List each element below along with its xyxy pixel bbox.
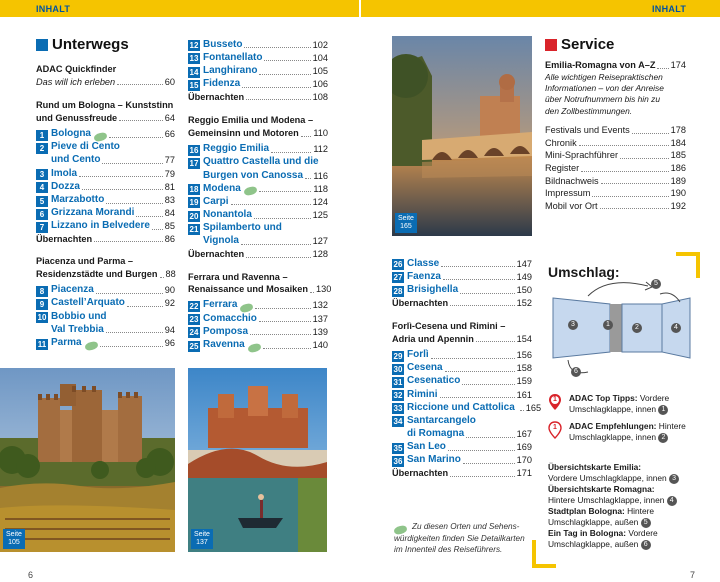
- toc-entry-cont[interactable]: Vignola 127: [203, 235, 328, 247]
- overview-row[interactable]: Übernachten 86: [36, 233, 175, 244]
- cover-callout: 1: [603, 320, 613, 330]
- header-label-right: INHALT: [652, 4, 687, 14]
- cover-heading: Umschlag:: [548, 264, 620, 280]
- toc-entry[interactable]: 24 Pomposa 139: [189, 325, 328, 338]
- toc-entry[interactable]: 1 Bologna 66: [36, 128, 175, 141]
- overview-row[interactable]: Übernachten 128: [188, 249, 328, 260]
- toc-entry[interactable]: 36 San Marino 170: [393, 454, 532, 467]
- toc-entry[interactable]: 23 Comacchio 137: [189, 312, 328, 325]
- cover-callout: 6: [571, 367, 581, 377]
- toc-column-service: [545, 36, 686, 212]
- rimini-bridge-illustration: [392, 36, 532, 236]
- toc-entry[interactable]: 8 Piacenza 90: [36, 284, 175, 297]
- toc-entry[interactable]: 20 Nonantola 125: [189, 209, 328, 221]
- section-heading-service: Service: [545, 36, 686, 54]
- overview-row[interactable]: Übernachten 152: [392, 297, 532, 308]
- region-heading: Piacenza und Parma –: [36, 256, 134, 267]
- header-label-left: INHALT: [36, 4, 71, 14]
- cover-callout: 5: [651, 279, 661, 289]
- toc-column-3: [392, 257, 542, 480]
- corner-mark: [532, 564, 556, 568]
- cover-maps-list: Übersichtskarte Emilia: Vordere Umschlagklappe, innen 3 Übersichtskarte Romagna: Hintere Umschlagklappe, innen 4 Stadtplan Bologna: Hintere Umschlagklappe, außen 5 Ein Tag in Bologna: Vordere Umschlagklappe, außen 6: [548, 462, 713, 550]
- toc-entry[interactable]: 14 Langhirano 105: [189, 64, 328, 77]
- page-badge[interactable]: Seite 137: [191, 529, 213, 549]
- az-description: Alle wichtigen Reisepraktischen Informationen – von der Anreise über Notrufnummern bis hin zu den Zollbestimmungen.: [545, 71, 664, 116]
- toc-entry[interactable]: 17 Quattro Castella und die: [189, 156, 319, 168]
- pin-number: 1: [553, 424, 557, 431]
- toc-row[interactable]: Residenzstädte und Burgen 88: [36, 269, 176, 280]
- toc-entry-cont[interactable]: und Cento 77: [51, 154, 175, 166]
- toc-row[interactable]: Adria und Apennin 154: [392, 333, 532, 344]
- page-number-right: 7: [690, 570, 696, 580]
- toc-row[interactable]: Das will ich erleben 60: [36, 76, 175, 87]
- toc-column-1: [36, 36, 175, 350]
- cover-callout: 2: [632, 323, 642, 333]
- region-heading: Reggio Emilia und Modena –: [188, 115, 314, 126]
- page-number-left: 6: [28, 570, 34, 580]
- cover-item-top-tipps: ADAC Top Tipps: Vordere Umschlagklappe, innen 1: [569, 393, 670, 414]
- cover-callout: 4: [671, 323, 681, 333]
- page-badge[interactable]: Seite 165: [395, 213, 417, 233]
- toc-row[interactable]: Register 186: [545, 163, 686, 173]
- toc-row[interactable]: Festivals und Events 178: [545, 125, 686, 136]
- overview-row[interactable]: Übernachten 171: [392, 468, 532, 479]
- region-heading: Ferrara und Ravenna –: [188, 271, 288, 282]
- region-heading: Forlì-Cesena und Rimini –: [392, 321, 506, 332]
- photo-castle: [0, 368, 175, 552]
- toc-entry[interactable]: 16 Reggio Emilia 112: [189, 143, 328, 155]
- toc-entry[interactable]: 33 Riccione und Cattolica 165: [393, 401, 542, 414]
- toc-entry[interactable]: 6 Grizzana Morandi 84: [36, 207, 175, 220]
- toc-entry[interactable]: 21 Spilamberto und: [189, 222, 282, 234]
- toc-entry[interactable]: 15 Fidenza 106: [189, 78, 328, 90]
- tip-marker-icon: [517, 406, 519, 414]
- toc-entry[interactable]: 12 Busseto 102: [189, 38, 328, 51]
- tip-marker-icon: [247, 342, 261, 353]
- toc-entry[interactable]: 27 Faenza 149: [393, 270, 532, 283]
- cover-callout: 3: [568, 320, 578, 330]
- toc-entry[interactable]: 30 Cesena 158: [393, 362, 532, 374]
- toc-row[interactable]: Renaissance und Mosaiken 130: [188, 284, 332, 295]
- corner-mark: [676, 252, 700, 256]
- pin-number: 1: [553, 396, 557, 403]
- toc-row[interactable]: Emilia-Romagna von A–Z 174: [545, 60, 686, 70]
- toc-entry-cont[interactable]: di Romagna 167: [407, 428, 532, 440]
- toc-row[interactable]: Bildnachweis 189: [545, 175, 686, 186]
- toc-row[interactable]: Mobil vor Ort 192: [545, 200, 686, 211]
- detail-map-note: Zu diesen Orten und Sehens- würdigkeiten finden Sie Detailkarten im Innenteil des Reiseführers.: [394, 522, 525, 554]
- toc-entry[interactable]: 2 Pieve di Cento: [36, 141, 175, 154]
- toc-entry-cont[interactable]: Burgen von Canossa 116: [203, 169, 328, 181]
- toc-entry[interactable]: 31 Cesenatico 159: [393, 375, 532, 387]
- toc-row[interactable]: und Genussfreude 64: [36, 112, 175, 123]
- red-square-icon: [545, 39, 557, 51]
- toc-entry[interactable]: 29 Forlì 156: [393, 348, 532, 361]
- blue-square-icon: [36, 39, 48, 51]
- toc-row[interactable]: Mini-Sprachführer 185: [545, 150, 686, 161]
- toc-entry[interactable]: 32 Rimini 161: [393, 388, 532, 401]
- toc-entry[interactable]: 19 Carpi 124: [189, 195, 328, 208]
- section-heading-unterwegs: Unterwegs: [36, 36, 175, 54]
- toc-entry[interactable]: 3 Imola 79: [36, 168, 175, 181]
- toc-entry[interactable]: 7 Lizzano in Belvedere 85: [36, 220, 175, 233]
- cover-item-empfehlungen: ADAC Empfehlungen: Hintere Umschlagklappe, innen 2: [569, 421, 686, 442]
- photo-rimini: [392, 36, 532, 236]
- region-heading: Rund um Bologna – Kunststinn: [36, 100, 174, 111]
- toc-row[interactable]: Impressum 190: [545, 188, 686, 199]
- toc-entry[interactable]: 22 Ferrara 132: [188, 299, 328, 312]
- page-badge[interactable]: Seite 105: [3, 529, 25, 549]
- toc-row[interactable]: Chronik 184: [545, 137, 686, 148]
- tip-marker-icon: [84, 340, 98, 351]
- toc-column-2: [188, 38, 332, 352]
- toc-entry[interactable]: 10 Bobbio und: [37, 310, 107, 323]
- toc-entry[interactable]: 11 Parma 96: [36, 337, 175, 350]
- castle-illustration: [0, 368, 175, 552]
- toc-entry[interactable]: 5 Marzabotto 83: [36, 194, 175, 207]
- toc-entry[interactable]: 18 Modena 118: [188, 183, 328, 196]
- photo-bridge: [188, 368, 327, 552]
- overview-row[interactable]: Übernachten 108: [188, 91, 328, 102]
- toc-entry[interactable]: 35 San Leo 169: [393, 441, 532, 453]
- toc-entry[interactable]: 4 Dozza 81: [36, 181, 175, 194]
- toc-entry[interactable]: 13 Fontanellato 104: [189, 51, 328, 64]
- toc-entry[interactable]: 34 Santarcangelo: [393, 414, 476, 427]
- quickfinder-title: ADAC Quickfinder: [36, 64, 117, 74]
- toc-entry[interactable]: 26 Classe 147: [393, 257, 532, 270]
- bridge-illustration: [188, 368, 327, 552]
- toc-entry[interactable]: 25 Ravenna 140: [188, 339, 328, 352]
- toc-entry[interactable]: 28 Brisighella 150: [393, 283, 532, 296]
- toc-entry-cont[interactable]: Val Trebbia 94: [51, 323, 175, 335]
- toc-entry[interactable]: 9 Castell’Arquato 92: [36, 297, 175, 310]
- toc-row[interactable]: Gemeinsinn und Motoren 110: [188, 127, 328, 138]
